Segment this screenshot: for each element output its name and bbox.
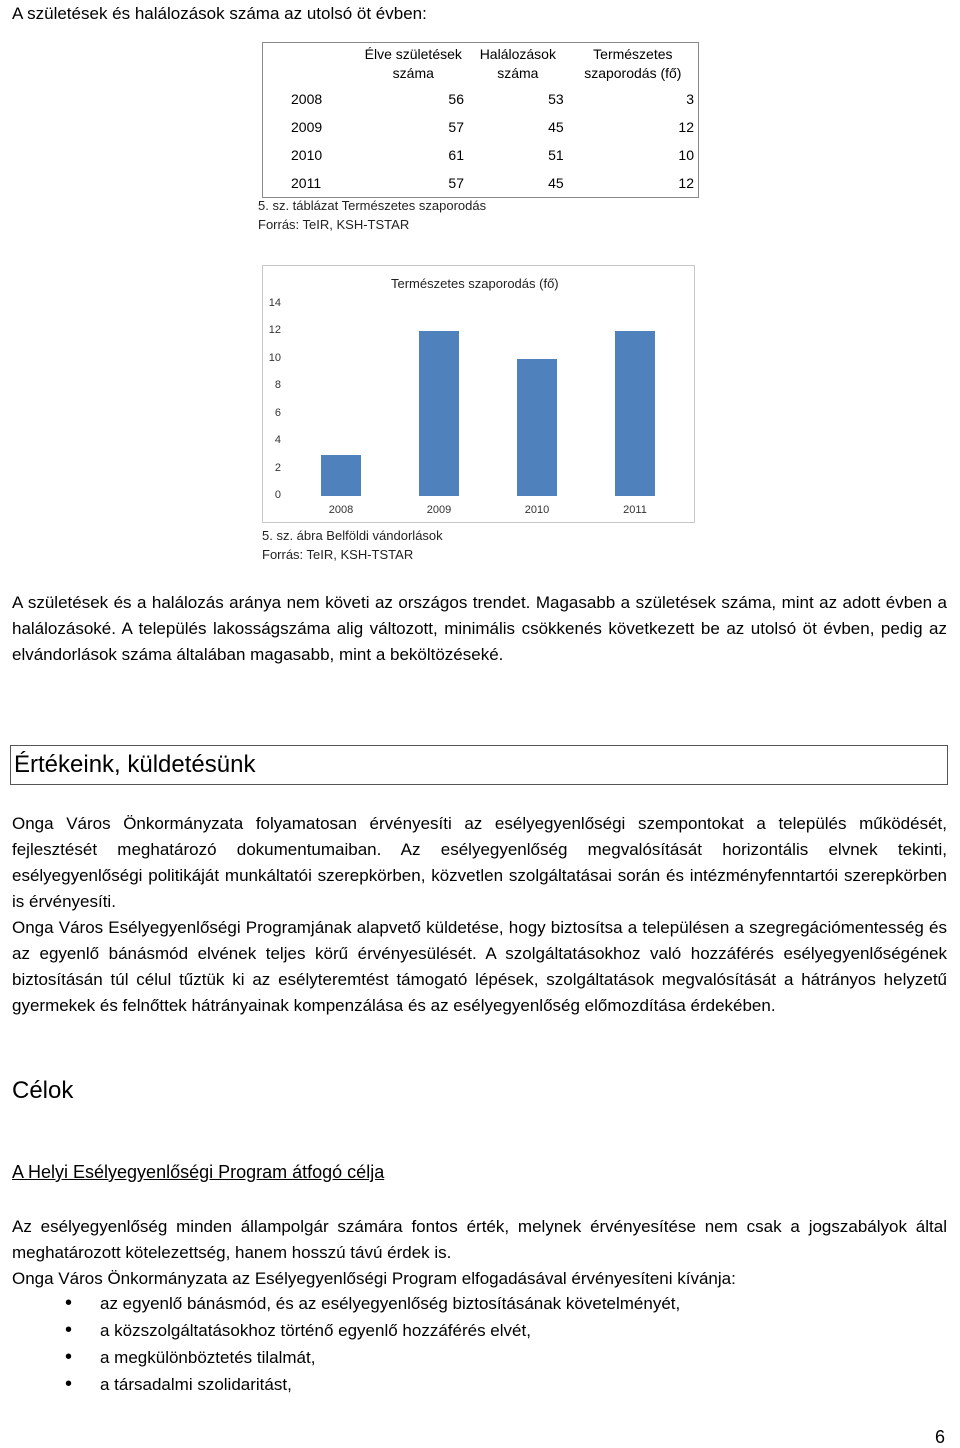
table-row — [263, 85, 699, 113]
page-number: 6 — [935, 1427, 946, 1447]
table-cell: 2010 — [291, 147, 323, 163]
y-tick-label: 0 — [274, 489, 281, 501]
paragraph-mission-2: Onga Város Esélyegyenlőségi Programjának alapvető küldetése, hogy biztosítsa a településen a szegregációmentesség és az egyenlő bánásmód elvének teljes körű érvényesülését. A szolgáltatásokhoz való hozzáférés esélyegyenlőségének biztosításán túl célul tűztük ki az esélyteremtést támogató lépések, szolgáltatások megvalósítását a hátrányos helyzetű gyermekek és felnőttek hátrányainak kompenzálása és az esélyegyenlőség előmozdítása érdekében. — [12, 918, 947, 1015]
table-header-year — [263, 43, 359, 86]
table-cell: 56 — [448, 91, 464, 107]
table-header-growth: Természetes szaporodás (fő) — [584, 46, 682, 81]
y-tick-label: 10 — [268, 351, 281, 364]
table-source: Forrás: TeIR, KSH-TSTAR — [258, 217, 410, 232]
table-cell: 61 — [448, 147, 464, 163]
table-cell: 12 — [678, 119, 694, 135]
paragraph-intent: Onga Város Önkormányzata az Esélyegyenlőségi Program elfogadásával érvényesíteni kívánja: — [12, 1269, 736, 1288]
chart-title: Természetes szaporodás (fő) — [391, 276, 559, 291]
table-cell: 53 — [548, 91, 564, 107]
table-caption: 5. sz. táblázat Természetes szaporodás — [258, 198, 487, 213]
y-tick-label: 12 — [268, 324, 281, 337]
paragraph-mission-1: Onga Város Önkormányzata folyamatosan érvényesíti az esélyegyenlőségi szempontokat a település működését, fejlesztését meghatározó dokumentumaiban. Az esélyegyenlőség megvalósítását horizontális elvnek tekinti, esélyegyenlőségi politikáját munkáltatói szerepkörben, közvetlen szolgáltatásai során és intézményfenntartói szerepkörben is érvényesíti. — [12, 814, 947, 911]
growth-chart — [262, 265, 695, 523]
table-cell: 2009 — [291, 119, 323, 135]
paragraph-trend: A születések és a halálozás aránya nem követi az országos trendet. Magasabb a születések száma, mint az adott évben a halálozásoké. A település lakosságszáma alig változott, minimális csökkenés következett be az utolsó öt évben, pedig az elvándorlások száma általában magasabb, mint a beköltözéseké. — [12, 593, 947, 664]
chart-source: Forrás: TeIR, KSH-TSTAR — [262, 547, 414, 562]
table-cell: 2011 — [291, 175, 322, 191]
y-tick-label: 4 — [274, 434, 281, 447]
bar-2008 — [321, 455, 361, 496]
table-cell: 12 — [678, 175, 694, 191]
birth-death-table — [262, 42, 699, 198]
y-tick-label: 8 — [274, 379, 281, 392]
table-header-births: Élve születések száma — [364, 46, 462, 81]
intro-text: A születések és halálozások száma az utolsó öt évben: — [12, 4, 427, 23]
section-heading-goals: Célok — [12, 1077, 74, 1104]
y-tick-label: 2 — [274, 461, 281, 474]
table-cell: 45 — [548, 175, 564, 191]
goals-list — [12, 1290, 680, 1398]
table-cell: 57 — [448, 119, 464, 135]
paragraph-equality: Az esélyegyenlőség minden állampolgár számára fontos érték, melynek érvényesítése nem csak a jogszabályok által meghatározott kötelezettség, hanem hosszú távú érdek is. — [12, 1217, 947, 1262]
table-cell: 57 — [448, 175, 464, 191]
table-row — [263, 141, 699, 169]
list-item: • a társadalmi szolidaritást, — [12, 1371, 680, 1398]
list-item: • a közszolgáltatásokhoz történő egyenlő hozzáférés elvét, — [12, 1317, 680, 1344]
table-row — [263, 113, 699, 141]
y-tick-label: 14 — [268, 297, 281, 309]
bar-2009 — [419, 331, 459, 496]
bar-2011 — [615, 331, 655, 496]
table-cell: 10 — [678, 147, 694, 163]
table-cell: 3 — [686, 91, 694, 107]
x-tick-label: 2008 — [328, 504, 354, 516]
x-tick-label: 2011 — [623, 504, 647, 516]
list-item: • az egyenlő bánásmód, és az esélyegyenlőség biztosításának követelményét, — [12, 1290, 680, 1317]
table-cell: 45 — [548, 119, 564, 135]
subheading-overall-goal: A Helyi Esélyegyenlőségi Program átfogó célja — [12, 1162, 385, 1182]
section-heading-values: Értékeink, küldetésünk — [14, 751, 256, 778]
x-tick-label: 2009 — [426, 504, 452, 516]
x-tick-label: 2010 — [524, 504, 550, 516]
table-cell: 51 — [548, 147, 564, 163]
bar-2010 — [517, 359, 557, 496]
table-header-deaths: Halálozások száma — [479, 46, 556, 81]
table-cell: 2008 — [291, 91, 323, 107]
list-item: • a megkülönböztetés tilalmát, — [12, 1344, 680, 1371]
y-tick-label: 6 — [274, 406, 281, 419]
table-row — [263, 169, 699, 198]
chart-caption: 5. sz. ábra Belföldi vándorlások — [262, 528, 443, 543]
